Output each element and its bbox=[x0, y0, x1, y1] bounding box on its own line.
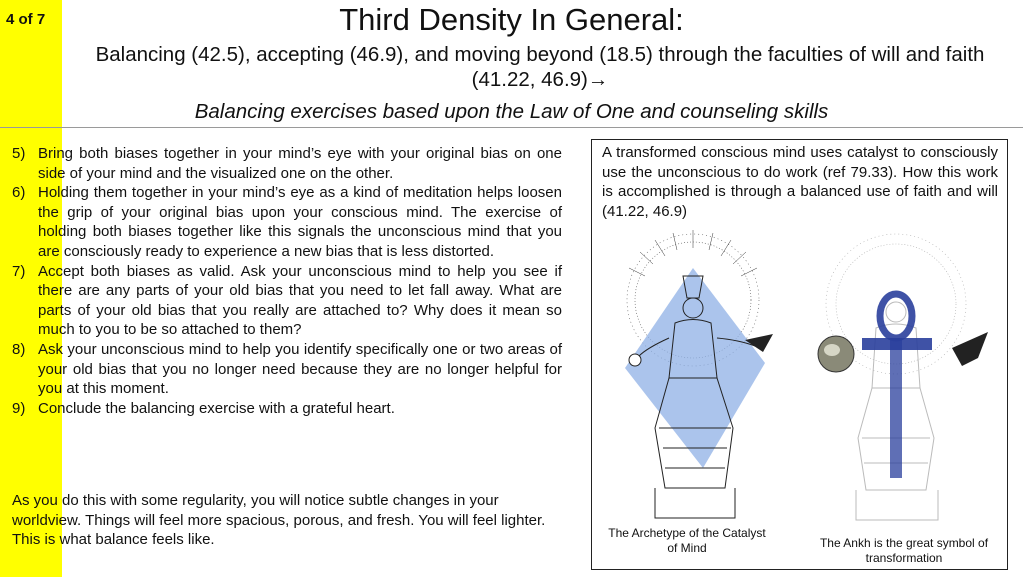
held-orb bbox=[629, 354, 641, 366]
divider bbox=[0, 127, 1023, 128]
step-text: Conclude the balancing exercise with a grateful heart. bbox=[38, 399, 395, 417]
step-number: 9) bbox=[12, 399, 26, 417]
slide-title: Third Density In General: bbox=[339, 2, 684, 37]
panel-text: A transformed conscious mind uses catalyst to consciously use the unconscious to do work (ref 79.33). How this work is accomplished is through a balanced use of faith and will (41.22, 46.9) bbox=[602, 144, 998, 220]
bird-shape bbox=[952, 332, 988, 366]
list-item bbox=[12, 340, 562, 399]
step-number: 8) bbox=[12, 340, 26, 358]
closing-paragraph: As you do this with some regularity, you will notice subtle changes in your worldview. Things will feel more spacious, porous, and fresh. You will feel lighter. This is what balance feels like. bbox=[12, 492, 546, 549]
list-item bbox=[12, 262, 562, 340]
archetype-figure-illustration bbox=[595, 228, 785, 528]
slide-tagline: Balancing exercises based upon the Law of One and counseling skills bbox=[194, 100, 829, 123]
exercise-steps bbox=[12, 144, 562, 418]
orb-highlight bbox=[824, 344, 840, 356]
step-text: Ask your unconscious mind to help you identify specifically one or two areas of your old bias that you no longer need because they are no longer helpful for you at this moment. bbox=[38, 340, 562, 398]
step-text: Bring both biases together in your mind’s eye with your original bias on one side of your mind and the visualized one on the other. bbox=[38, 145, 562, 182]
list-item bbox=[12, 144, 562, 183]
ankh-figure-illustration bbox=[792, 228, 1004, 528]
list-item bbox=[12, 399, 562, 419]
step-text: Holding them together in your mind’s eye as a kind of meditation helps loosen the grip of your original bias upon your conscious mind. The exercise of holding both biases together like this signals the unconscious mind that you are consciously ready to experience a new bias that is less distorted. bbox=[38, 184, 562, 260]
slide-subtitle: Balancing (42.5), accepting (46.9), and moving beyond (18.5) through the faculties of will and faith (41.22, 46.9)→ bbox=[95, 43, 985, 91]
step-number: 6) bbox=[12, 184, 26, 202]
step-number: 7) bbox=[12, 262, 26, 280]
caption-archetype: The Archetype of the Catalyst of Mind bbox=[608, 526, 766, 555]
page-number: 4 of 7 bbox=[6, 11, 46, 28]
list-item bbox=[12, 183, 562, 261]
caption-ankh: The Ankh is the great symbol of transformation bbox=[819, 536, 989, 565]
illustration-panel bbox=[591, 139, 1008, 570]
step-number: 5) bbox=[12, 145, 26, 162]
step-text: Accept both biases as valid. Ask your unconscious mind to help you see if there are any parts of your old bias that you need to let fall away. What are parts of your old bias that you really are attached to? Why does it mean so much to you to be so attached to them? bbox=[38, 262, 562, 339]
